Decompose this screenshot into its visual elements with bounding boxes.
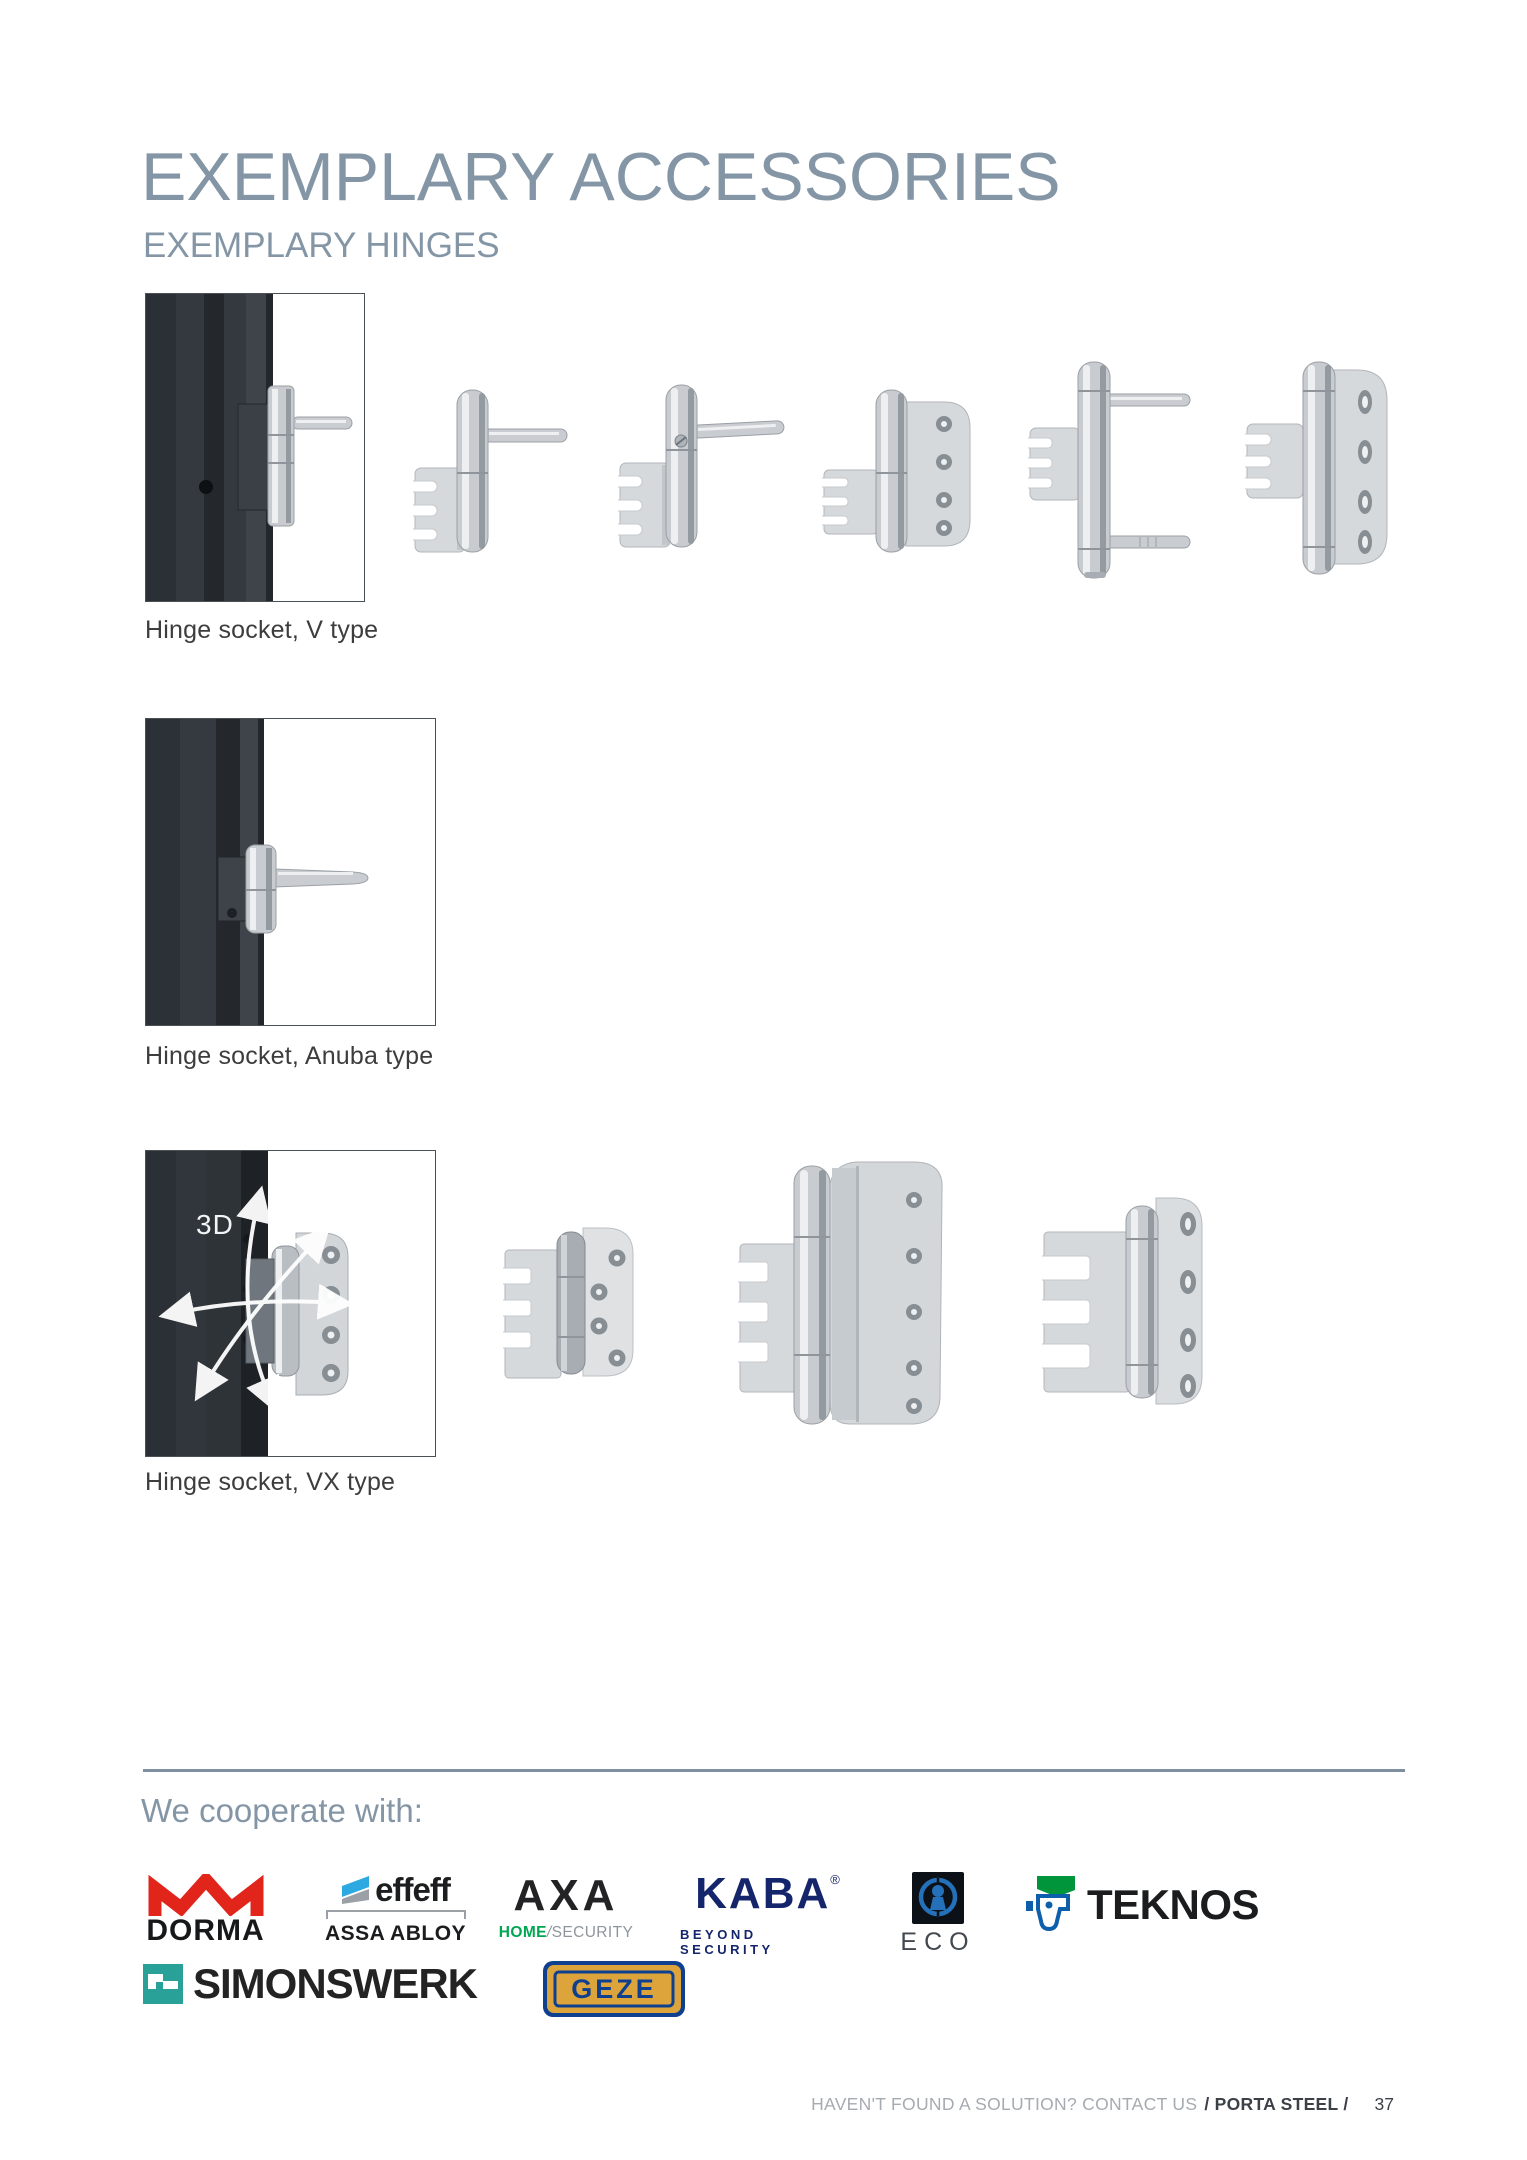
- eco-keyhole-icon: [912, 1872, 964, 1924]
- logo-simonswerk: [143, 1960, 477, 2008]
- effeff-icon: [341, 1873, 371, 1905]
- hinge-photo-vx-type: [145, 1150, 436, 1457]
- logo-axa: [498, 1871, 634, 1942]
- effeff-bracket-line: [326, 1910, 466, 1919]
- hinge-v-type-in-photo: [238, 386, 352, 526]
- photo-caption-anuba-type: Hinge socket, Anuba type: [145, 1042, 434, 1070]
- teknos-brush-icon: [1025, 1874, 1079, 1936]
- 3d-label: 3D: [196, 1209, 234, 1240]
- simonswerk-icon: [143, 1964, 183, 2004]
- axa-wordmark: AXA: [513, 1871, 619, 1920]
- kaba-wordmark: KABA: [695, 1869, 831, 1918]
- axa-tag-home: HOME: [498, 1924, 547, 1941]
- logo-teknos: [1025, 1874, 1259, 1936]
- hinge-product-v-5: [1245, 360, 1395, 578]
- door-frame-anuba-illustration: [146, 719, 435, 1025]
- dorma-crown-icon: [146, 1874, 266, 1916]
- eco-wordmark: ECO: [900, 1928, 976, 1956]
- teknos-wordmark: TEKNOS: [1087, 1881, 1260, 1928]
- logo-kaba: [680, 1869, 855, 1957]
- photo-caption-vx-type: Hinge socket, VX type: [145, 1468, 396, 1496]
- section-divider: [143, 1769, 1405, 1772]
- door-frame-v-type-illustration: [146, 294, 364, 601]
- simonswerk-wordmark: SIMONSWERK: [193, 1960, 477, 2007]
- footer-contact-text: HAVEN'T FOUND A SOLUTION? CONTACT US: [811, 2094, 1198, 2114]
- cooperate-heading: We cooperate with:: [141, 1792, 423, 1829]
- hinge-product-v-4: [1028, 358, 1198, 582]
- assa-abloy-wordmark: ASSA ABLOY: [324, 1922, 467, 1945]
- photo-caption-v-type: Hinge socket, V type: [145, 616, 379, 644]
- dorma-wordmark: DORMA: [146, 1914, 265, 1947]
- effeff-wordmark: effeff: [375, 1871, 450, 1909]
- kaba-registered-mark: ®: [830, 1872, 840, 1887]
- page-footer: [811, 2094, 1394, 2115]
- hinge-product-vx-2: [738, 1156, 950, 1428]
- logo-effeff: [323, 1873, 468, 1946]
- logo-geze: [543, 1961, 685, 2017]
- hinge-product-vx-1: [503, 1224, 648, 1382]
- hinge-product-vx-3: [1042, 1194, 1222, 1412]
- hinge-product-v-2: [618, 379, 793, 551]
- page-subtitle: EXEMPLARY HINGES: [143, 226, 500, 265]
- hinge-product-v-1: [413, 384, 573, 556]
- logo-dorma: [143, 1874, 268, 1946]
- axa-tag-security: SECURITY: [551, 1924, 634, 1941]
- page-title: EXEMPLARY ACCESSORIES: [141, 139, 1061, 215]
- hinge-photo-anuba-type: [145, 718, 436, 1026]
- hinge-photo-v-type: [145, 293, 365, 602]
- footer-brand-text: / PORTA STEEL /: [1204, 2094, 1349, 2114]
- geze-wordmark: GEZE: [571, 1973, 657, 2004]
- axa-tagline: [499, 1924, 633, 1942]
- hinge-anuba-in-photo: [218, 845, 368, 933]
- axa-tag-separator: /: [546, 1924, 552, 1941]
- hinge-product-v-3: [822, 362, 977, 554]
- kaba-tagline: BEYOND SECURITY: [680, 1927, 774, 1957]
- logo-eco: [900, 1872, 976, 1957]
- footer-page-number: 37: [1374, 2094, 1394, 2114]
- door-frame-vx-illustration: [146, 1151, 435, 1456]
